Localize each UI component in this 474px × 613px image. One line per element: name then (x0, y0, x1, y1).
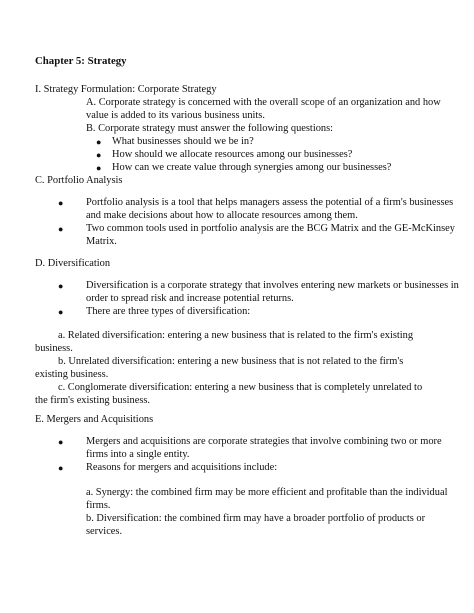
bullet-icon: ● (58, 463, 64, 473)
bullet-icon: ● (58, 198, 64, 208)
reason-line: services. (86, 526, 123, 537)
section-heading-mergers-acquisitions: E. Mergers and Acquisitions (35, 414, 154, 425)
point-a-line-1: A. Corporate strategy is concerned with the overall scope of an organization and how (86, 97, 441, 108)
bullet-icon: ● (58, 307, 64, 317)
question-item: How should we allocate resources among our businesses? (112, 149, 353, 160)
list-item-line: and make decisions about how to allocate resources among them. (86, 210, 358, 221)
type-line: b. Unrelated diversification: entering a new business that is not related to the firm's (58, 356, 404, 367)
type-line: existing business. (35, 369, 109, 380)
bullet-icon: ● (58, 224, 64, 234)
type-line: c. Conglomerate diversification: entering a new business that is completely unrelated to (58, 382, 423, 393)
section-heading-portfolio-analysis: C. Portfolio Analysis (35, 175, 123, 186)
bullet-icon: ● (58, 437, 64, 447)
question-item: How can we create value through synergies among our businesses? (112, 162, 392, 173)
list-item-line: Portfolio analysis is a tool that helps managers assess the potential of a firm's businesses (86, 197, 454, 208)
list-item-line: order to spread risk and increase potential returns. (86, 293, 294, 304)
list-item-line: Diversification is a corporate strategy that involves entering new markets or businesses in (86, 280, 459, 291)
bullet-icon: ● (96, 150, 102, 160)
list-item-line: Two common tools used in portfolio analysis are the BCG Matrix and the GE-McKinsey (86, 223, 455, 234)
list-item-line: There are three types of diversification: (86, 306, 251, 317)
bullet-icon: ● (96, 163, 102, 173)
reason-line: b. Diversification: the combined firm may have a broader portfolio of products or (86, 513, 426, 524)
question-item: What businesses should we be in? (112, 136, 254, 147)
list-item-line: Matrix. (86, 236, 117, 247)
section-heading-strategy-formulation: I. Strategy Formulation: Corporate Strategy (35, 84, 217, 95)
list-item-line: Mergers and acquisitions are corporate strategies that involve combining two or more (86, 436, 442, 447)
type-line: a. Related diversification: entering a new business that is related to the firm's existing (58, 330, 414, 341)
section-heading-diversification: D. Diversification (35, 258, 111, 269)
bullet-icon: ● (96, 137, 102, 147)
list-item-line: firms into a single entity. (86, 449, 190, 460)
page-title: Chapter 5: Strategy (35, 55, 127, 67)
type-line: the firm's existing business. (35, 395, 151, 406)
reason-line: firms. (86, 500, 111, 511)
bullet-icon: ● (58, 281, 64, 291)
point-b-line: B. Corporate strategy must answer the following questions: (86, 123, 334, 134)
reason-line: a. Synergy: the combined firm may be more efficient and profitable than the individual (86, 487, 448, 498)
list-item-line: Reasons for mergers and acquisitions include: (86, 462, 278, 473)
type-line: business. (35, 343, 73, 354)
point-a-line-2: value is added to its various business units. (86, 110, 265, 121)
